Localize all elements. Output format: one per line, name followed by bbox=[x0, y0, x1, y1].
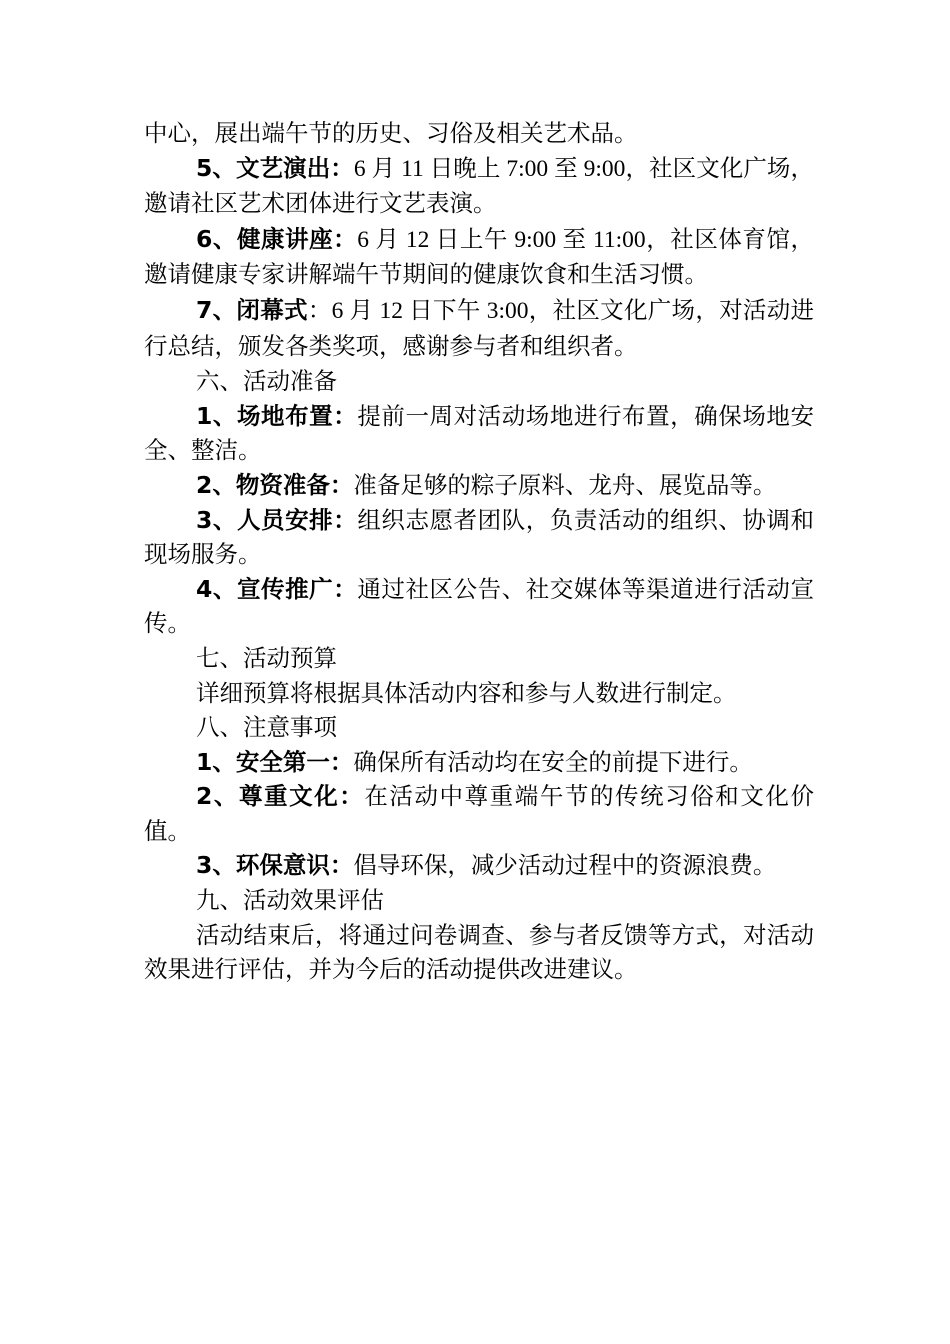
paragraph-text: 活动结束后，将通过问卷调查、参与者反馈等方式，对活动效果进行评估，并为今后的活动提供改进建议。 bbox=[144, 920, 814, 984]
section-heading-text: 九、活动效果评估 bbox=[196, 886, 384, 915]
item-heading: 3、环保意识： bbox=[196, 851, 354, 880]
item-heading: 1、安全第一： bbox=[196, 747, 354, 776]
paragraph-text: ：6 月 12 日下午 3:00，社区文化广场，对活动进行总结，颁发各类奖项，感谢参与者和组织者。 bbox=[144, 297, 815, 360]
item-heading: 5、文艺演出： bbox=[196, 153, 354, 182]
item-heading: 1、场地布置： bbox=[196, 401, 358, 430]
paragraph-staffing bbox=[144, 503, 814, 572]
section-heading-text: 八、注意事项 bbox=[196, 713, 337, 742]
item-heading: 4、宣传推广： bbox=[196, 574, 358, 603]
section-heading-text: 六、活动准备 bbox=[196, 367, 337, 396]
paragraph-text: 准备足够的粽子原料、龙舟、展览品等。 bbox=[353, 470, 777, 499]
paragraph-text: 中心，展出端午节的历史、习俗及相关艺术品。 bbox=[144, 119, 638, 147]
paragraph-text: 在活动中尊重端午节的传统习俗和文化价值。 bbox=[144, 782, 815, 845]
paragraph-evaluation bbox=[144, 918, 814, 987]
paragraph-budget bbox=[144, 676, 814, 711]
paragraph-text: 倡导环保，减少活动过程中的资源浪费。 bbox=[353, 851, 777, 880]
paragraph-text: 详细预算将根据具体活动内容和参与人数进行制定。 bbox=[196, 678, 737, 707]
paragraph-culture bbox=[144, 779, 814, 848]
document-body bbox=[144, 116, 814, 987]
paragraph-text: 提前一周对活动场地进行布置，确保场地安全、整洁。 bbox=[144, 401, 814, 465]
item-heading: 2、物资准备： bbox=[196, 470, 354, 499]
section-heading-notes bbox=[144, 710, 814, 745]
section-heading-budget bbox=[144, 641, 814, 676]
paragraph-health-lecture bbox=[144, 222, 814, 293]
item-heading: 6、健康讲座： bbox=[196, 224, 358, 253]
paragraph-text: 6 月 11 日晚上 7:00 至 9:00，社区文化广场，邀请社区艺术团体进行文艺表演。 bbox=[144, 155, 815, 218]
paragraph-exhibition-continued bbox=[144, 116, 814, 151]
paragraph-text: 通过社区公告、社交媒体等渠道进行活动宣传。 bbox=[144, 574, 814, 638]
paragraph-promotion bbox=[144, 572, 814, 641]
item-heading: 3、人员安排： bbox=[196, 505, 358, 534]
paragraph-performance bbox=[144, 151, 814, 222]
paragraph-closing-ceremony bbox=[144, 293, 814, 364]
item-heading: 2、尊重文化： bbox=[196, 782, 365, 811]
paragraph-text: 6 月 12 日上午 9:00 至 11:00，社区体育馆，邀请健康专家讲解端午节期间的健康饮食和生活习惯。 bbox=[144, 226, 815, 289]
section-heading-evaluation bbox=[144, 883, 814, 918]
paragraph-text: 确保所有活动均在安全的前提下进行。 bbox=[353, 747, 753, 776]
paragraph-environment bbox=[144, 848, 814, 883]
paragraph-safety bbox=[144, 745, 814, 780]
item-heading: 7、闭幕式 bbox=[196, 295, 308, 324]
paragraph-text: 组织志愿者团队，负责活动的组织、协调和现场服务。 bbox=[144, 505, 814, 569]
section-heading-text: 七、活动预算 bbox=[196, 643, 337, 672]
paragraph-materials bbox=[144, 468, 814, 503]
section-heading-preparation bbox=[144, 364, 814, 399]
paragraph-venue bbox=[144, 399, 814, 468]
